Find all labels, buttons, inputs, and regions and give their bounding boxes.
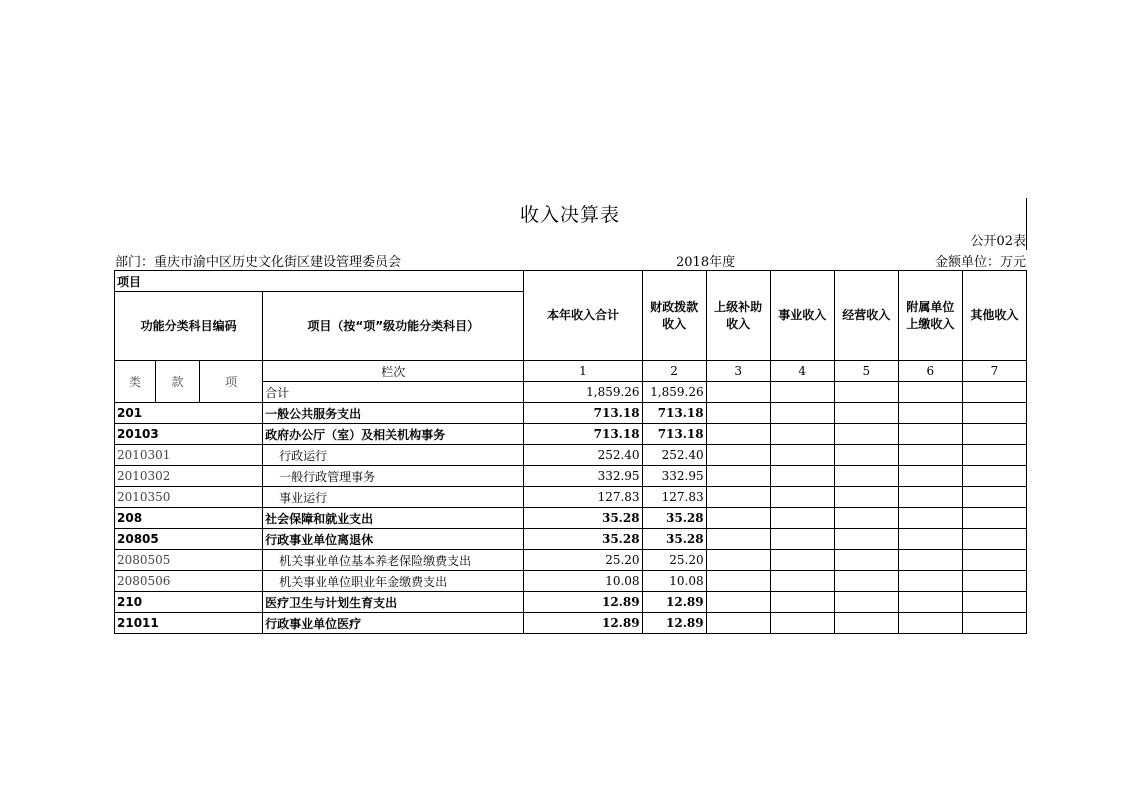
table-row — [115, 592, 1027, 613]
row-empty-cell — [962, 508, 1026, 529]
col-num-5: 5 — [834, 361, 898, 382]
total-c1: 1,859.26 — [524, 382, 642, 403]
row-fiscal: 12.89 — [642, 592, 706, 613]
row-empty-cell — [834, 613, 898, 634]
row-empty-cell — [706, 403, 770, 424]
table-row — [115, 508, 1027, 529]
row-empty-cell — [770, 424, 834, 445]
row-empty-cell — [962, 487, 1026, 508]
unit-label: 金额单位：万元 — [934, 255, 1026, 270]
row-name: 事业运行 — [263, 487, 524, 508]
table-row — [115, 487, 1027, 508]
form-number: 公开02表 — [970, 234, 1026, 249]
row-code: 2010302 — [115, 466, 263, 487]
header-xiang: 项 — [200, 361, 263, 403]
row-fiscal: 713.18 — [642, 424, 706, 445]
row-empty-cell — [898, 403, 962, 424]
row-empty-cell — [898, 592, 962, 613]
row-code: 210 — [115, 592, 263, 613]
table-row — [115, 466, 1027, 487]
row-empty-cell — [834, 550, 898, 571]
row-empty-cell — [834, 571, 898, 592]
row-empty-cell — [834, 508, 898, 529]
row-name: 行政事业单位医疗 — [263, 613, 524, 634]
table-row — [115, 571, 1027, 592]
table-row — [115, 445, 1027, 466]
header-func-code: 功能分类科目编码 — [115, 292, 263, 361]
row-name: 机关事业单位基本养老保险缴费支出 — [263, 550, 524, 571]
total-c2: 1,859.26 — [642, 382, 706, 403]
col-header-3: 上级补助收入 — [706, 271, 770, 361]
row-empty-cell — [770, 466, 834, 487]
row-name: 社会保障和就业支出 — [263, 508, 524, 529]
row-empty-cell — [962, 403, 1026, 424]
col-header-7: 其他收入 — [962, 271, 1026, 361]
row-empty-cell — [706, 508, 770, 529]
row-name: 行政运行 — [263, 445, 524, 466]
row-empty-cell — [962, 424, 1026, 445]
row-empty-cell — [898, 529, 962, 550]
row-total: 12.89 — [524, 613, 642, 634]
row-name: 一般公共服务支出 — [263, 403, 524, 424]
row-total: 35.28 — [524, 529, 642, 550]
col-header-4: 事业收入 — [770, 271, 834, 361]
row-total: 127.83 — [524, 487, 642, 508]
row-total: 252.40 — [524, 445, 642, 466]
row-code: 20805 — [115, 529, 263, 550]
row-empty-cell — [898, 571, 962, 592]
row-fiscal: 35.28 — [642, 508, 706, 529]
row-empty-cell — [770, 550, 834, 571]
row-name: 一般行政管理事务 — [263, 466, 524, 487]
row-total: 35.28 — [524, 508, 642, 529]
row-name: 政府办公厅（室）及相关机构事务 — [263, 424, 524, 445]
row-empty-cell — [898, 487, 962, 508]
row-fiscal: 127.83 — [642, 487, 706, 508]
row-empty-cell — [770, 613, 834, 634]
table-row — [115, 403, 1027, 424]
row-total: 332.95 — [524, 466, 642, 487]
row-empty-cell — [706, 445, 770, 466]
row-empty-cell — [770, 592, 834, 613]
col-num-2: 2 — [642, 361, 706, 382]
row-total: 713.18 — [524, 403, 642, 424]
row-empty-cell — [962, 571, 1026, 592]
row-empty-cell — [770, 529, 834, 550]
row-empty-cell — [706, 550, 770, 571]
col-header-5: 经营收入 — [834, 271, 898, 361]
frame-line — [1026, 198, 1027, 250]
row-fiscal: 12.89 — [642, 613, 706, 634]
row-empty-cell — [834, 403, 898, 424]
row-total: 12.89 — [524, 592, 642, 613]
row-empty-cell — [706, 592, 770, 613]
row-empty-cell — [962, 529, 1026, 550]
row-empty-cell — [834, 592, 898, 613]
table-row — [115, 424, 1027, 445]
row-empty-cell — [834, 445, 898, 466]
row-fiscal: 10.08 — [642, 571, 706, 592]
row-empty-cell — [706, 466, 770, 487]
row-code: 2010301 — [115, 445, 263, 466]
header-lei: 类 — [115, 361, 156, 403]
row-code: 2080505 — [115, 550, 263, 571]
header-project: 项目 — [115, 271, 524, 292]
row-empty-cell — [706, 424, 770, 445]
row-empty-cell — [706, 571, 770, 592]
table-row — [115, 550, 1027, 571]
row-empty-cell — [770, 487, 834, 508]
row-code: 21011 — [115, 613, 263, 634]
year-label: 2018年度 — [676, 255, 736, 270]
row-code: 208 — [115, 508, 263, 529]
row-name: 医疗卫生与计划生育支出 — [263, 592, 524, 613]
row-empty-cell — [770, 445, 834, 466]
row-fiscal: 25.20 — [642, 550, 706, 571]
col-header-2: 财政拨款收入 — [642, 271, 706, 361]
col-num-3: 3 — [706, 361, 770, 382]
row-fiscal: 332.95 — [642, 466, 706, 487]
col-num-6: 6 — [898, 361, 962, 382]
table-row — [115, 613, 1027, 634]
row-empty-cell — [962, 592, 1026, 613]
row-empty-cell — [770, 571, 834, 592]
row-empty-cell — [706, 529, 770, 550]
header-lanci: 栏次 — [263, 361, 524, 382]
col-num-4: 4 — [770, 361, 834, 382]
row-empty-cell — [898, 550, 962, 571]
row-empty-cell — [962, 613, 1026, 634]
col-header-1: 本年收入合计 — [524, 271, 642, 361]
row-empty-cell — [898, 445, 962, 466]
department-label: 部门：重庆市渝中区历史文化街区建设管理委员会 — [115, 255, 402, 270]
row-total: 713.18 — [524, 424, 642, 445]
table-row — [115, 529, 1027, 550]
row-empty-cell — [962, 445, 1026, 466]
row-name: 机关事业单位职业年金缴费支出 — [263, 571, 524, 592]
page-title: 收入决算表 — [519, 204, 620, 226]
row-empty-cell — [898, 508, 962, 529]
row-empty-cell — [834, 529, 898, 550]
row-empty-cell — [962, 550, 1026, 571]
row-empty-cell — [898, 613, 962, 634]
col-header-6: 附属单位上缴收入 — [898, 271, 962, 361]
income-table — [114, 270, 1027, 634]
row-empty-cell — [898, 466, 962, 487]
col-num-7: 7 — [962, 361, 1026, 382]
row-code: 2080506 — [115, 571, 263, 592]
row-code: 201 — [115, 403, 263, 424]
row-empty-cell — [834, 466, 898, 487]
row-empty-cell — [706, 613, 770, 634]
row-empty-cell — [834, 424, 898, 445]
row-empty-cell — [770, 403, 834, 424]
row-code: 2010350 — [115, 487, 263, 508]
row-empty-cell — [898, 424, 962, 445]
row-name: 行政事业单位离退休 — [263, 529, 524, 550]
row-empty-cell — [834, 487, 898, 508]
total-label: 合计 — [263, 382, 524, 403]
row-total: 25.20 — [524, 550, 642, 571]
header-item-name: 项目（按“项”级功能分类科目） — [263, 292, 524, 361]
row-empty-cell — [706, 487, 770, 508]
col-num-1: 1 — [524, 361, 642, 382]
row-fiscal: 252.40 — [642, 445, 706, 466]
row-code: 20103 — [115, 424, 263, 445]
row-total: 10.08 — [524, 571, 642, 592]
header-kuan: 款 — [156, 361, 200, 403]
row-empty-cell — [770, 508, 834, 529]
row-fiscal: 713.18 — [642, 403, 706, 424]
row-fiscal: 35.28 — [642, 529, 706, 550]
row-empty-cell — [962, 466, 1026, 487]
